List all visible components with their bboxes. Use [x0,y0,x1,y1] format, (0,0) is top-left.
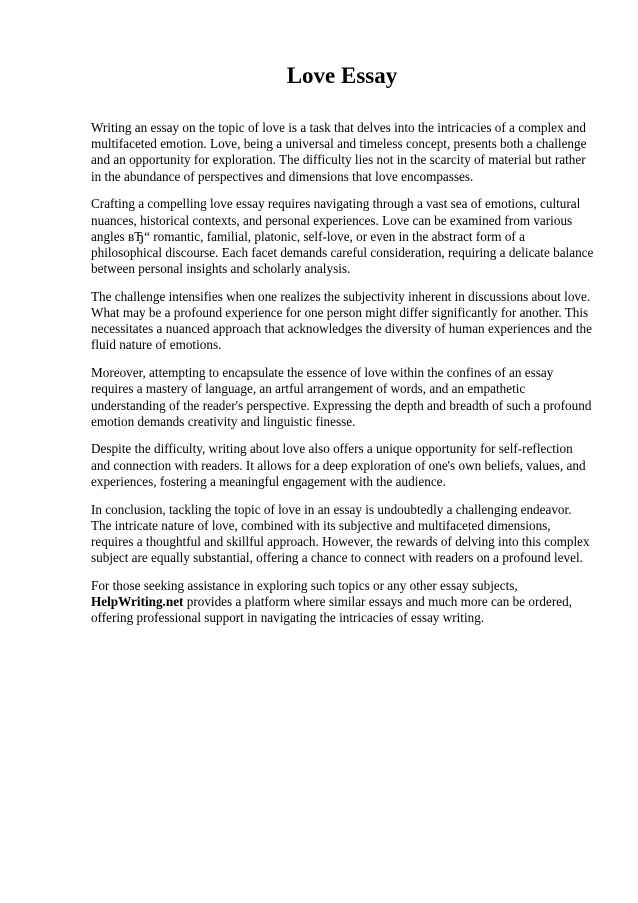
paragraph-2: Crafting a compelling love essay requires navigating through a vast sea of emotions, cultural nuances, historical contexts, and personal experiences. Love can be examined from various angles вЂ“ romantic, familial, platonic, self-love, or even in the abstract form of a philosophical discourse. Each facet demands careful consideration, requiring a delicate balance between personal insights and scholarly analysis. [91,196,594,277]
essay-body [91,120,595,638]
paragraph-5: Despite the difficulty, writing about love also offers a unique opportunity for self-reflection and connection with readers. It allows for a deep exploration of one's own beliefs, values, and experiences, fostering a meaningful engagement with the audience. [91,441,586,489]
closing-paragraph [91,578,595,627]
page-title: Love Essay [286,63,398,88]
brand-name: HelpWriting.net [91,594,184,610]
closing-lead: For those seeking assistance in exploring such topics or any other essay subjects, [91,577,518,593]
paragraph-1: Writing an essay on the topic of love is a task that delves into the intricacies of a complex and multifaceted emotion. Love, being a universal and timeless concept, presents both a challenge and an opportunity for exploration. The difficulty lies not in the scarcity of material but rather in the abundance of perspectives and dimensions that love encompasses. [91,120,587,184]
closing-tail: provides a platform where similar essays and much more can be ordered, offering professional support in navigating the intricacies of essay writing. [91,594,572,626]
paragraph-4: Moreover, attempting to encapsulate the essence of love within the confines of an essay requires a mastery of language, an artful arrangement of words, and an empathetic understanding of the reader's perspective. Expressing the depth and breadth of such a profound emotion demands creativity and linguistic finesse. [91,365,592,429]
paragraph-3: The challenge intensifies when one realizes the subjectivity inherent in discussions about love. What may be a profound experience for one person might differ significantly for another. This necessitates a nuanced approach that acknowledges the diversity of human experiences and the fluid nature of emotions. [91,288,592,353]
paragraph-6: In conclusion, tackling the topic of love in an essay is undoubtedly a challenging endeavor. The intricate nature of love, combined with its subjective and multifaceted dimensions, requires a thoughtful and skillful approach. However, the rewards of delving into this complex subject are equally substantial, offering a chance to connect with readers on a profound level. [91,501,590,566]
